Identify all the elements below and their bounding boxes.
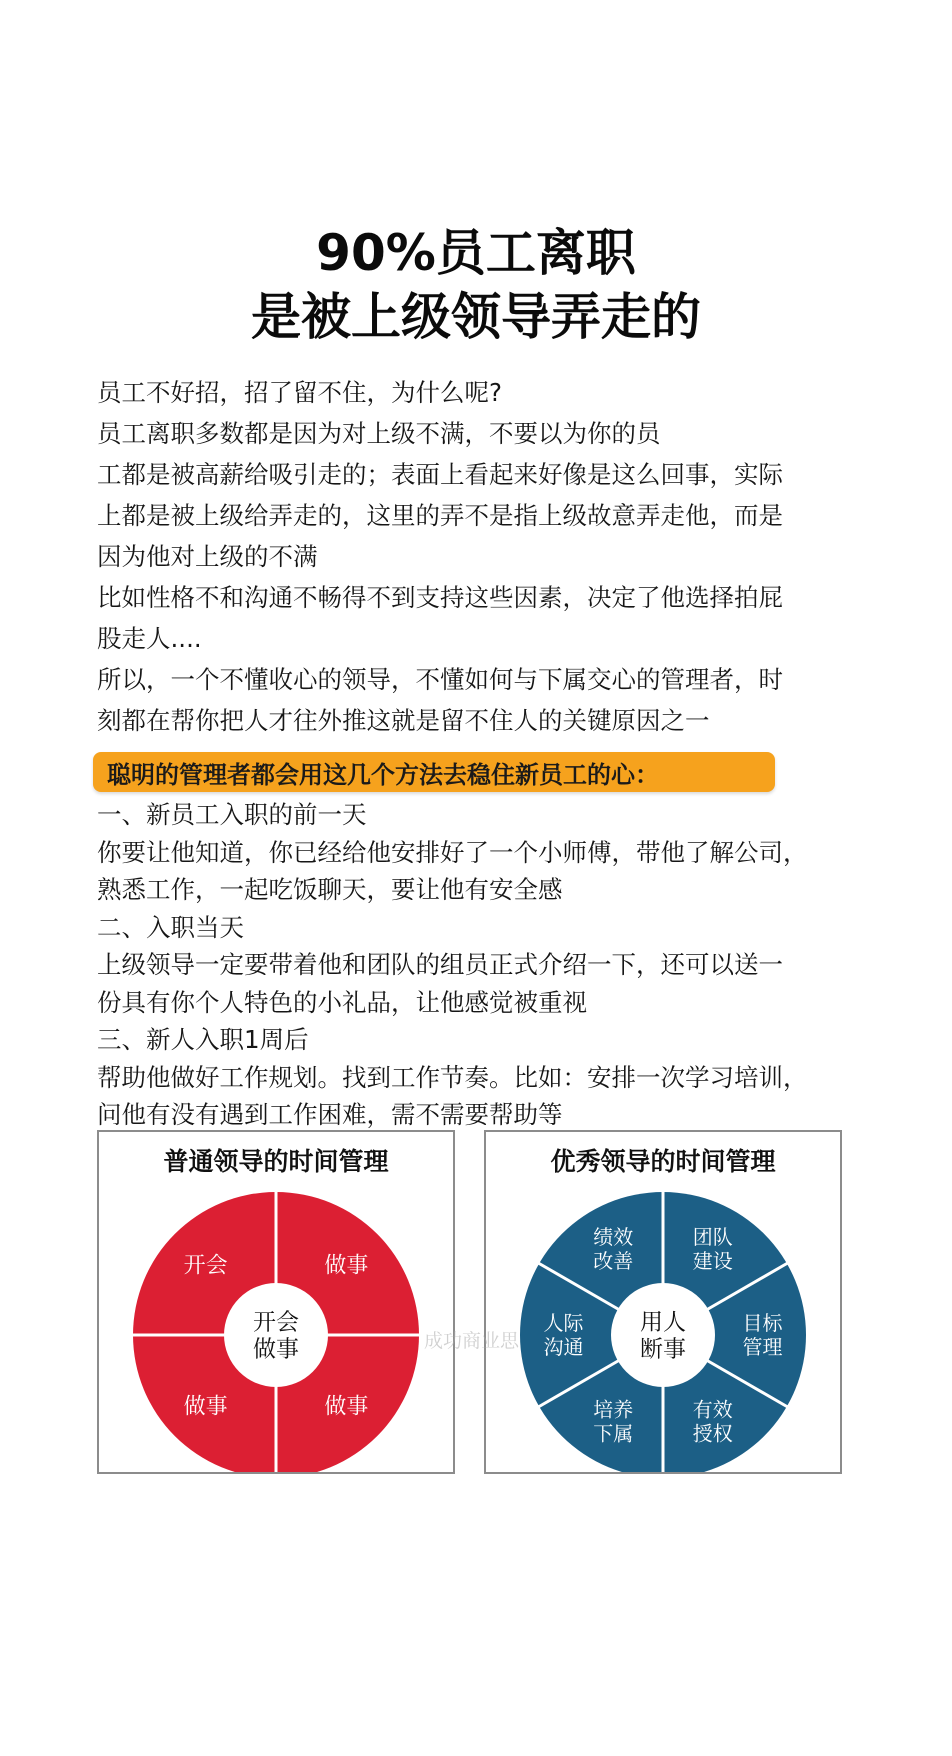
excellent-segment-label: 有效授权: [692, 1397, 733, 1446]
ordinary-leader-title: 普通领导的时间管理: [163, 1147, 389, 1176]
intro-line: 刻都在帮你把人才往外推这就是留不住人的关键原因之一: [97, 706, 710, 735]
step-heading: 三、新人入职1周后: [97, 1025, 309, 1054]
intro-line: 员工离职多数都是因为对上级不满，不要以为你的员: [97, 419, 661, 448]
ordinary-leader-ring: [99, 1132, 453, 1472]
ordinary-leader-diagram: [97, 1130, 455, 1474]
ordinary-segment-label: 做事: [324, 1253, 369, 1279]
ordinary-center-label: 开会做事: [253, 1309, 299, 1363]
intro-line: 上都是被上级给弄走的，这里的弄不是指上级故意弄走他，而是: [97, 501, 783, 530]
highlight-banner: 聪明的管理者都会用这几个方法去稳住新员工的心：: [93, 752, 775, 792]
intro-line: 工都是被高薪给吸引走的；表面上看起来好像是这么回事，实际: [97, 460, 783, 489]
ordinary-segment-label: 开会: [183, 1253, 228, 1279]
excellent-segment-label: 目标管理: [742, 1311, 783, 1360]
intro-line: 因为他对上级的不满: [97, 542, 318, 571]
excellent-segment-label: 团队建设: [692, 1225, 733, 1274]
intro-text: [97, 372, 877, 741]
step-text: 帮助他做好工作规划。找到工作节奏。比如：安排一次学习培训，: [97, 1062, 808, 1092]
watermark: 成功商业思: [424, 1330, 520, 1352]
page-title-line2: 是被上级领导弄走的: [251, 288, 701, 346]
step-text: 问他有没有遇到工作困难，需不需要帮助等: [97, 1100, 563, 1129]
intro-line: 所以，一个不懂收心的领导，不懂如何与下属交心的管理者，时: [97, 665, 783, 694]
step-heading: 一、新员工入职的前一天: [97, 800, 367, 829]
excellent-center-label: 用人断事: [640, 1309, 686, 1363]
step-text: 份具有你个人特色的小礼品，让他感觉被重视: [97, 987, 587, 1017]
ordinary-segment-label: 做事: [183, 1394, 228, 1420]
intro-line: 员工不好招，招了留不住，为什么呢?: [97, 378, 503, 407]
page-title-line1: 90%员工离职: [316, 224, 636, 282]
step-text: 上级领导一定要带着他和团队的组员正式介绍一下，还可以送一: [97, 950, 783, 979]
intro-line: 股走人....: [97, 624, 202, 653]
excellent-segment-label: 培养下属: [593, 1397, 634, 1446]
step-text: 熟悉工作，一起吃饭聊天，要让他有安全感: [97, 875, 563, 904]
excellent-leader-diagram: [484, 1130, 842, 1474]
ordinary-segment-label: 做事: [324, 1394, 369, 1420]
excellent-segment-label: 绩效改善: [593, 1225, 634, 1274]
step-heading: 二、入职当天: [97, 912, 244, 942]
intro-line: 比如性格不和沟通不畅得不到支持这些因素，决定了他选择拍屁: [97, 583, 783, 612]
excellent-leader-ring: [486, 1132, 840, 1472]
method-steps: [97, 796, 897, 1134]
excellent-leader-title: 优秀领导的时间管理: [550, 1147, 776, 1176]
step-text: 你要让他知道，你已经给他安排好了一个小师傅，带他了解公司，: [97, 837, 808, 867]
excellent-segment-label: 人际沟通: [543, 1311, 584, 1360]
